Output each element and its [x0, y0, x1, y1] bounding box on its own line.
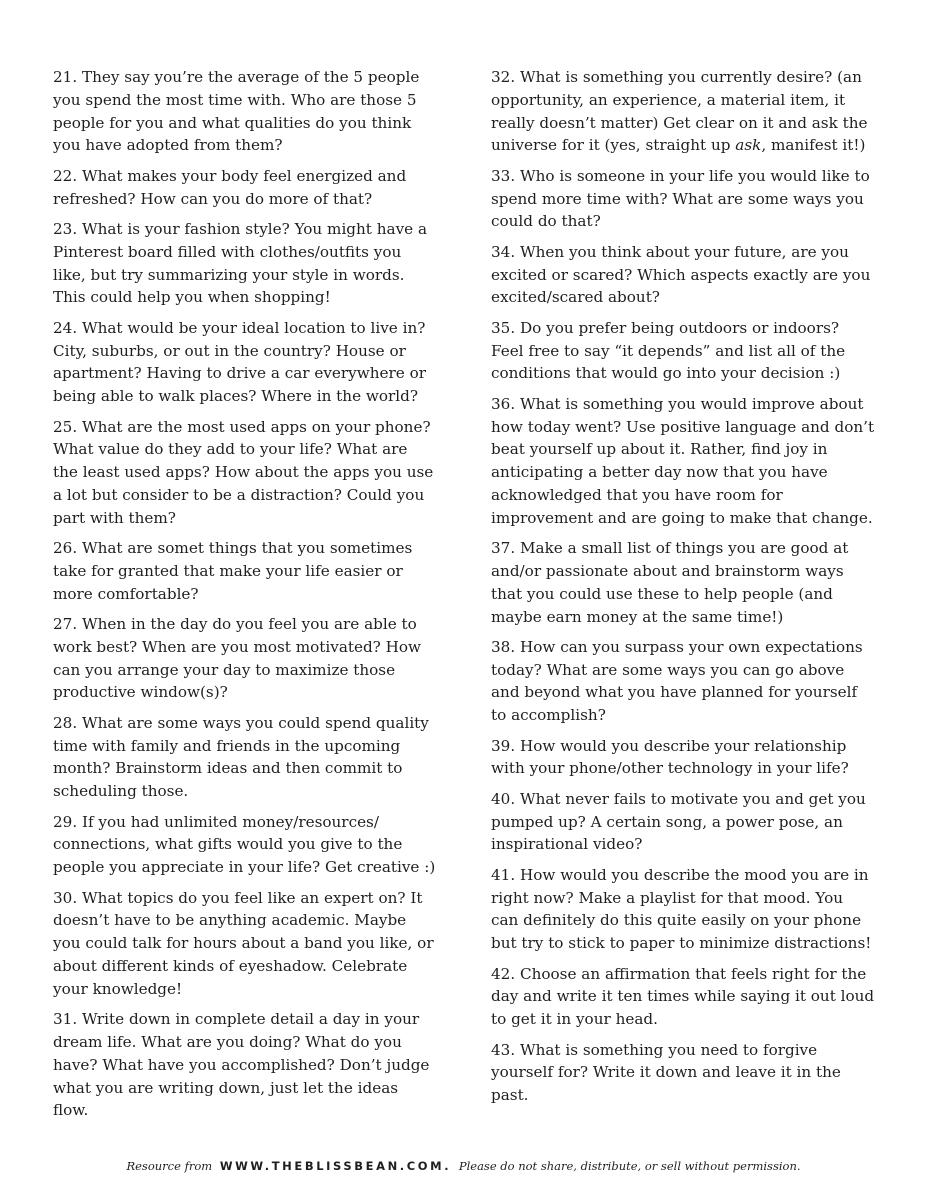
prompt-34: 34. When you think about your future, are you excited or scared? Which aspects exactly are you excited/scared about? [491, 242, 871, 307]
prompt-22: 22. What makes your body feel energized and refreshed? How can you do more of that? [53, 166, 407, 208]
prompt-23: 23. What is your fashion style? You might have a Pinterest board filled with clothes/outfits you like, but try summarizing your style in words. This could help you when shopping! [53, 219, 428, 307]
prompt-21: 21. They say you’re the average of the 5 people you spend the most time with. Who are those 5 people for you and what qualities do you think you have adopted from them? [53, 68, 420, 155]
prompt-43: 43. What is something you need to forgive yourself for? Write it down and leave it in the past. [491, 1040, 841, 1105]
left-column [53, 66, 437, 1130]
prompt-32-text-start: 32. What is something you currently desire? (an opportunity, an experience, a material item, it really doesn’t matter) Get clear on it and ask the universe for it (yes, straight up [491, 68, 868, 155]
prompt-26: 26. What are somet things that you sometimes take for granted that make your life easier or more comfortable? [53, 539, 413, 603]
prompt-25: 25. What are the most used apps on your phone? What value do they add to your life? What are the least used apps? How about the apps you use a lot but consider to be a distraction? Could you part with them? [53, 417, 434, 527]
prompt-27: 27. When in the day do you feel you are able to work best? When are you most motivated? How can you arrange your day to maximize those productive window(s)? [53, 615, 422, 702]
prompt-41: 41. How would you describe the mood you are in right now? Make a playlist for that mood. You can definitely do this quite easily on your phone but try to stick to paper to minimize distractions! [491, 865, 872, 953]
prompt-42: 42. Choose an affirmation that feels right for the day and write it ten times while saying it out loud to get it in your head. [491, 964, 875, 1029]
prompt-38: 38. How can you surpass your own expectations today? What are some ways you can go above and beyond what you have planned for yourself to accomplish? [491, 637, 863, 725]
prompt-37: 37. Make a small list of things you are good at and/or passionate about and brainstorm ways that you could use these to help people (and maybe earn money at the same time!) [491, 539, 849, 626]
prompt-36: 36. What is something you would improve about how today went? Use positive language and don’t beat yourself up about it. Rather, find joy in anticipating a better day now that you have acknowledged that you have room for improvement and are going to make that change. [491, 394, 875, 527]
prompt-28: 28. What are some ways you could spend quality time with family and friends in the upcoming month? Brainstorm ideas and then commit to scheduling those. [53, 713, 429, 801]
prompt-35: 35. Do you prefer being outdoors or indoors? Feel free to say “it depends” and list all of the conditions that would go into your decision :) [491, 318, 846, 383]
prompt-31: 31. Write down in complete detail a day in your dream life. What are you doing? What do you have? What have you accomplished? Don’t judge what you are writing down, just let the ideas flow. [53, 1010, 430, 1120]
footer-notice: Please do not share, distribute, or sell without permission. [458, 1159, 801, 1173]
prompt-32-text-end: , manifest it!) [761, 136, 866, 155]
prompt-40: 40. What never fails to motivate you and get you pumped up? A certain song, a power pose, an inspirational video? [491, 789, 866, 854]
prompt-32 [491, 66, 875, 157]
footer-prefix: Resource from [126, 1159, 213, 1173]
prompt-24: 24. What would be your ideal location to live in? City, suburbs, or out in the country? House or apartment? Having to drive a car everywhere or being able to walk places? Where in the world? [53, 318, 426, 406]
prompt-39: 39. How would you describe your relationship with your phone/other technology in your life? [491, 736, 849, 778]
prompt-29: 29. If you had unlimited money/resources/ connections, what gifts would you give to the people you appreciate in your life? Get creative :) [53, 812, 436, 877]
prompt-32-emphasis: ask [735, 136, 762, 155]
footer-site-link[interactable]: WWW.THEBLISSBEAN.COM. [219, 1159, 452, 1173]
prompt-33: 33. Who is someone in your life you would like to spend more time with? What are some ways you could do that? [491, 166, 870, 231]
prompt-30: 30. What topics do you feel like an expert on? It doesn’t have to be anything academic. Maybe you could talk for hours about a band you like, or about different kinds of eyeshadow. Celebrate your knowledge! [53, 888, 434, 998]
footer-credit [0, 1159, 927, 1173]
right-column [491, 66, 875, 1115]
